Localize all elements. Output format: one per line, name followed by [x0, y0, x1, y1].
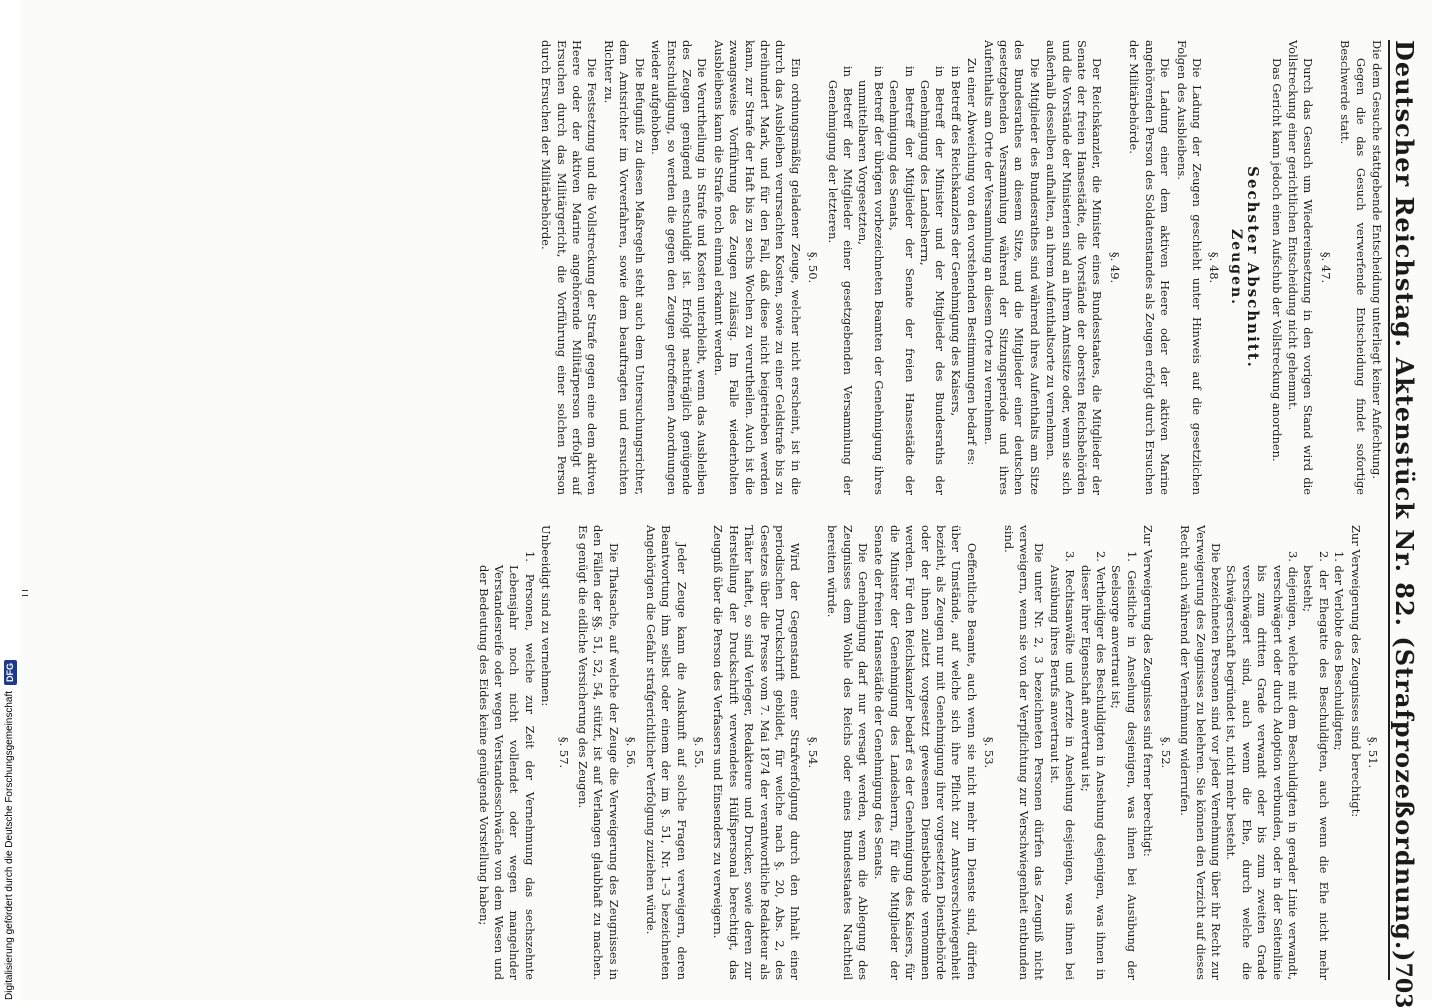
item-number: 2. — [1094, 551, 1109, 562]
numbered-item — [1046, 525, 1077, 980]
page-number: 703 — [1390, 962, 1416, 1008]
item-number: 3. — [1063, 551, 1078, 562]
item-text: Personen, welche zur Zeit der Vernehmung das sechszehnte Lebensjahr noch nicht vollendet oder wegen mangelnder Verstandesreife oder wegen Verstandesschwäche von dem Wesen und der Bedeutung des Eides keine genügende Vorstellung haben; — [476, 561, 537, 980]
paragraph: Oeffentliche Beamte, auch wenn sie nicht mehr im Dienste sind, dürfen über Umstände, auf welche sich ihre Pflicht zur Amtsverschwiegenheit bezieht, als Zeugen nur mit Genehmigung ihrer vorgesetzten Dienstbehörde oder der ihnen zuletzt vorgesetzt gewesenen Dienstbehörde vernommen werden. Für den Reichskanzler bedarf es der Genehmigung des Kaisers, für die Minister der Genehmigung des Landesherrn, für die Mitglieder der Senate der freien Hansestädte der Genehmigung des Senats. — [872, 525, 979, 980]
section-subheading: Zeugen. — [1227, 228, 1244, 307]
section-number: §. 47. — [1318, 251, 1333, 284]
digitization-strip — [0, 0, 20, 1000]
right-column — [30, 525, 1384, 980]
section-number: §. 51. — [1366, 736, 1380, 769]
paragraph: Durch das Gesuch um Wiedereinsetzung in den vorigen Stand wird die Vollstreckung einer gerichtlichen Entscheidung nicht gehemmt. — [1285, 40, 1316, 495]
sub-clause: in Betreff des Reichskanzlers der Genehmigung des Kaisers, — [948, 66, 963, 417]
header-title: Deutscher Reichstag. Aktenstück Nr. 82. (Strafprozeßordnung.) — [1390, 40, 1419, 963]
paragraph: Gegen die das Gesuch verwerfende Entscheidung findet sofortige Beschwerde statt. — [1338, 40, 1368, 495]
paragraph: Zur Verweigerung des Zeugnisses sind ferner berechtigt: — [1141, 525, 1156, 857]
item-number: 3. — [1285, 551, 1300, 562]
paragraph: Die dem Gesuche stattgebende Entscheidung unterliegt keiner Anfechtung. — [1370, 40, 1384, 479]
section-number: §. 55. — [691, 736, 706, 769]
paragraph: Zu einer Abweichung von den vorstehenden Bestimmungen bedarf es: — [965, 58, 980, 466]
scan-mark — [22, 595, 28, 596]
item-text: der Verlobte des Beschuldigten; — [1332, 561, 1347, 751]
paragraph: Die Thatsache, auf welche der Zeuge die Verweigerung des Zeugnisses in den Fällen der §§. 51, 52, 54, stützt, ist auf Verlangen glaubhaft zu machen. Es genügt die eidliche Versicherung des Zeugen. — [576, 525, 621, 980]
section-number: §. 54. — [805, 736, 820, 769]
section-number: §. 56. — [624, 736, 639, 769]
sub-clause: in Betreff der Mitglieder einer gesetzgebenden Versammlung der Genehmigung der letzteren. — [825, 66, 855, 495]
item-text: Geistliche in Ansehung desjenigen, was ihnen bei Ausübung der Seelsorge anvertraut ist; — [1109, 561, 1139, 980]
paragraph: Die unter Nr. 2, 3 bezeichneten Personen dürfen das Zeugniß nicht verweigern, wenn sie von der Verpflichtung zur Verschwiegenheit entbunden sind. — [1001, 525, 1047, 980]
item-number: 1. — [1124, 551, 1139, 562]
paragraph: Die Ladung der Zeugen geschieht unter Hinweis auf die gesetzlichen Folgen des Ausbleibens. — [1174, 40, 1204, 495]
item-text: Rechtsanwälte und Aerzte in Ansehung desjenigen, was ihnen bei Ausübung ihres Berufs anvertraut ist. — [1047, 561, 1078, 980]
numbered-item — [1331, 525, 1346, 980]
sub-clause: in Betreff der Minister und der Mitglieder des Bundesraths der Genehmigung des Landesherrn, — [918, 66, 948, 495]
item-number: 1. — [522, 551, 537, 562]
paragraph: Das Gericht kann jedoch einen Aufschub der Vollstreckung anordnen. — [1269, 58, 1284, 462]
page-header — [1388, 40, 1424, 1008]
numbered-item — [1077, 525, 1108, 980]
section-number: §. 50. — [806, 251, 821, 284]
item-number: 2. — [1316, 551, 1331, 562]
paragraph: Die Ladung einer dem aktiven Heere oder der aktiven Marine angehörenden Person des Soldatenstandes als Zeugen erfolgt durch Ersuchen der Militärbehörde. — [1127, 40, 1173, 495]
section-number: §. 49. — [1107, 251, 1122, 284]
numbered-item — [1223, 525, 1300, 980]
left-column — [30, 40, 1384, 495]
paragraph: Der Reichskanzler, die Minister eines Bundesstaates, die Mitglieder der Senate der freien Hansestädte, die Vorstände der obersten Reichsbehörden und die Vorstände der Ministerien sind an ihrem Amtssitze oder, wenn sie sich außerhalb desselben aufhalten, an ihrem Aufenthaltsorte zu vernehmen. — [1044, 40, 1105, 495]
numbered-item — [1108, 525, 1139, 980]
sub-clause: in Betreff der Mitglieder der Senate der freien Hansestädte der Genehmigung des Senats, — [887, 66, 917, 495]
section-number: §. 52. — [1158, 736, 1173, 769]
item-text: Vertheidiger des Beschuldigten in Ansehung desjenigen, was ihnen in dieser ihrer Eigenschaft anvertraut ist; — [1078, 561, 1109, 980]
section-heading: Sechster Abschnitt. — [1244, 166, 1263, 369]
scan-mark — [22, 590, 28, 591]
paragraph: Ein ordnungsmäßig geladener Zeuge, welcher nicht erscheint, ist in die durch das Ausbleiben verursachten Kosten, sowie zu einer Geldstrafe bis zu dreihundert Mark, und für den Fall, daß diese nicht beigetrieben werden kann, zur Strafe der Haft bis zu sechs Wochen zu verurtheilen. Auch ist die zwangsweise Vorführung des Zeugen zulässig. Im Falle wiederholten Ausbleibens kann die Strafe noch einmal erkannt werden. — [711, 40, 803, 495]
paragraph: Zur Verweigerung des Zeugnisses sind berechtigt: — [1348, 525, 1363, 818]
digitization-text: Digitalisierung gefördert durch die Deutsche Forschungsgemeinschaft — [4, 690, 15, 1000]
paragraph: Die Festsetzung und die Vollstreckung der Strafe gegen eine dem aktiven Heere oder der aktiven Marine angehörende Militärperson erfolgt auf Ersuchen durch das Militärgericht, die Vorführung einer solchen Person durch Ersuchen der Militärbehörde. — [539, 40, 600, 495]
item-number: 1. — [1332, 551, 1347, 562]
paragraph: Jeder Zeuge kann die Auskunft auf solche Fragen verweigern, deren Beantwortung ihm selbst oder einem der im §. 51, Nr. 1–3 bezeichneten Angehörigen die Gefahr strafgerichtlicher Verfolgung zuziehen würde. — [643, 525, 689, 980]
paragraph: Die bezeichneten Personen sind vor jeder Vernehmung über ihr Recht zur Verweigerung des Zeugnisses zu belehren. Sie können den Verzicht auf dieses Recht auch während der Vernehmung widerrufen. — [1178, 525, 1223, 980]
paragraph: Die Mitglieder des Bundesrathes sind während ihres Aufenthalts am Sitze des Bundesrathes an diesem Sitze, und die Mitglieder einer deutschen gesetzgebenden Versammlung während der Sitzungsperiode und ihres Aufenthalts am Orte der Versammlung an diesem Orte zu vernehmen. — [981, 40, 1042, 495]
paragraph: Die Verurtheilung in Strafe und Kosten unterbleibt, wenn das Ausbleiben des Zeugen genügend entschuldigt ist. Erfolgt nachträglich genügende Entschuldigung, so werden die gegen den Zeugen getroffenen Anordnungen wieder aufgehoben. — [649, 40, 710, 495]
paragraph: Unbeeidigt sind zu vernehmen: — [539, 525, 554, 707]
section-number: §. 53. — [982, 736, 997, 769]
item-text: der Ehegatte des Beschuldigten, auch wenn die Ehe nicht mehr besteht; — [1301, 561, 1331, 980]
paragraph: Die Genehmigung darf nur versagt werden, wenn die Ablegung des Zeugnisses dem Wohle des Reichs oder eines Bundesstaates Nachtheil bereiten würde. — [825, 525, 870, 980]
numbered-item — [475, 525, 537, 980]
paragraph: Die Befugniß zu diesen Maßregeln steht auch dem Untersuchungsrichter, dem Amtsrichter im Vorverfahren, sowie dem beauftragten und ersuchten Richter zu. — [601, 40, 647, 495]
numbered-item — [1300, 525, 1331, 980]
digitization-note — [2, 10, 18, 1000]
section-number: §. 48. — [1207, 251, 1222, 284]
sub-clause: in Betreff der übrigen vorbezeichneten Beamten der Genehmigung ihres unmittelbaren Vorgesetzten, — [856, 66, 886, 495]
dfg-logo: DFG — [4, 660, 17, 685]
section-number: §. 57. — [556, 736, 571, 769]
paragraph: Wird der Gegenstand einer Strafverfolgung durch den Inhalt einer periodischen Druckschrift gebildet, für welche nach §. 20, Abs. 2, des Gesetzes über die Presse vom 7. Mai 1874 der verantwortliche Redakteur als Thäter haftet, so sind Verleger, Redakteure und Drucker, sowie deren zur Herstellung der Druckschrift verwendetes Hülfspersonal berechtigt, das Zeugniß über die Person des Verfassers und Einsenders zu verweigern. — [711, 525, 803, 980]
item-text: diejenigen, welche mit dem Beschuldigten in gerader Linie verwandt, verschwägert oder durch Adoption verbunden, oder in der Seitenlinie bis zum dritten Grade verwandt oder bis zum zweiten Grade verschwägert sind, auch wenn die Ehe, durch welche die Schwägerschaft begründet ist, nicht mehr besteht. — [1224, 561, 1300, 980]
